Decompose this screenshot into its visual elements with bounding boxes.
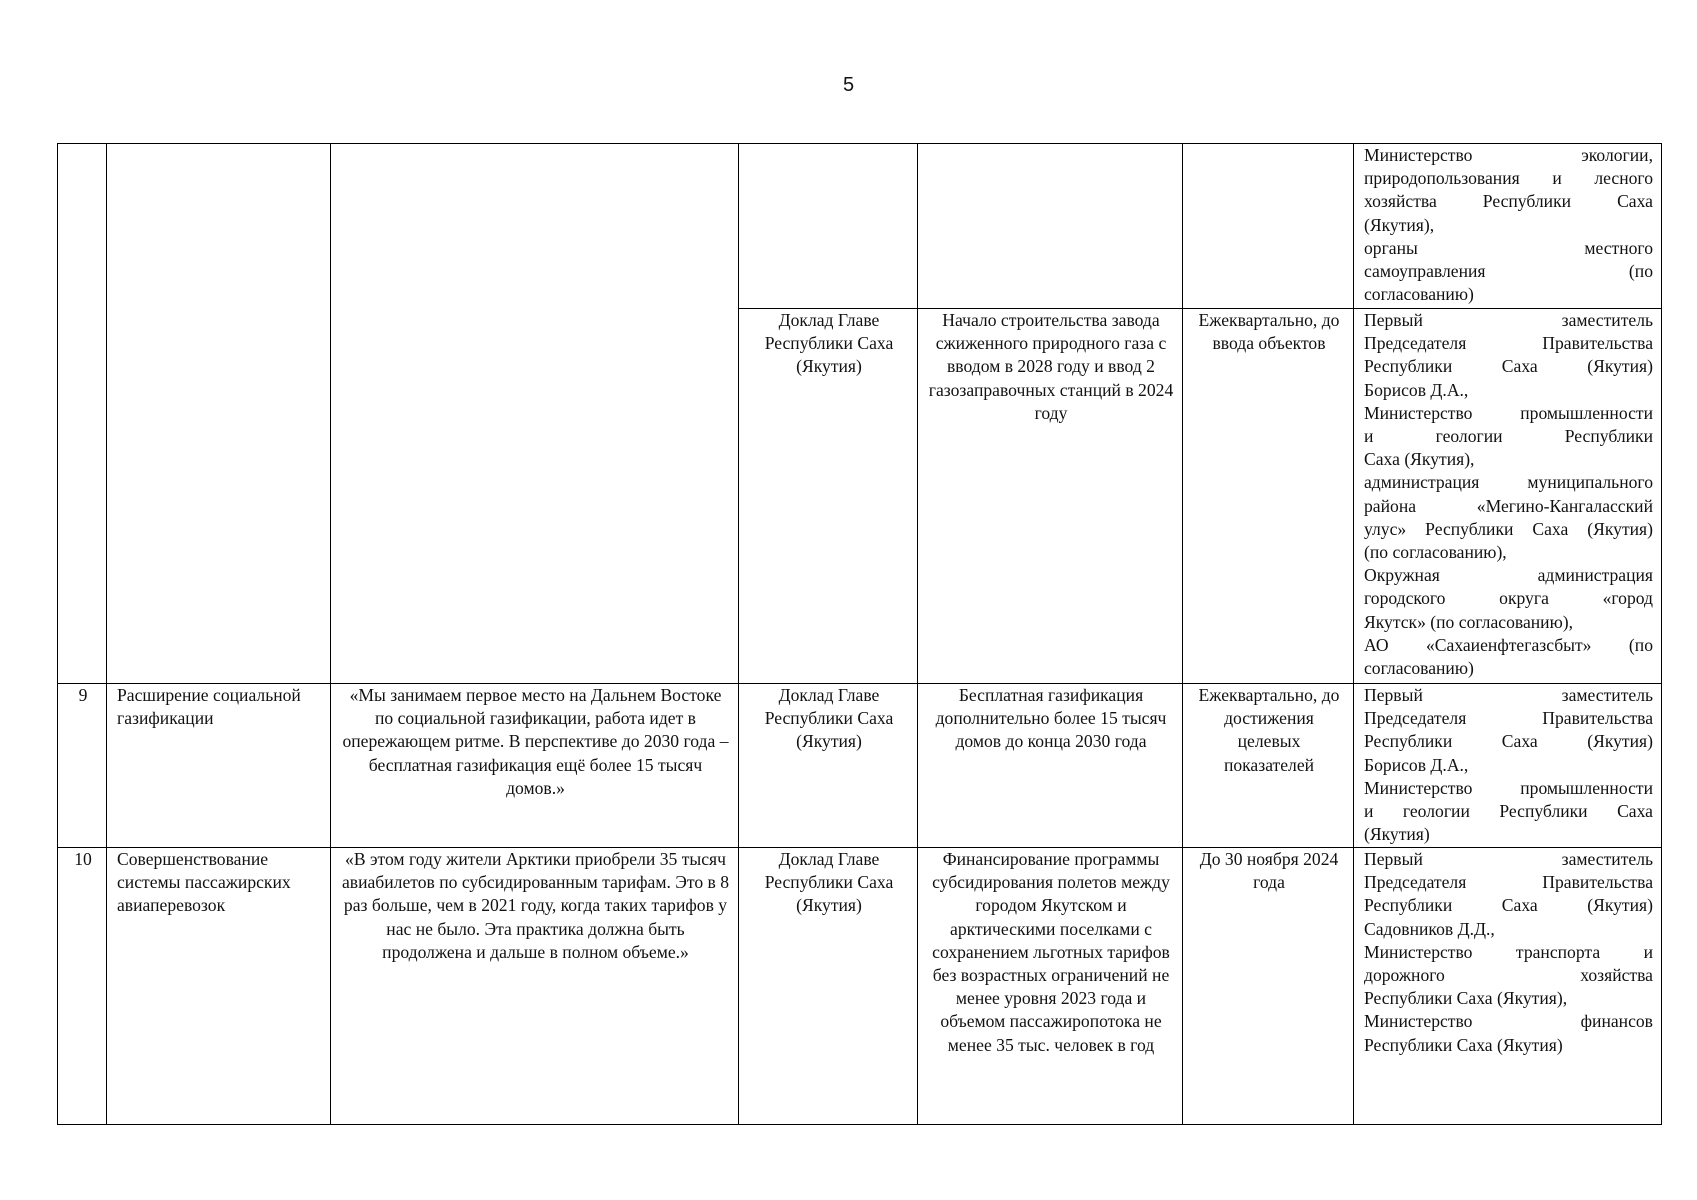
result-cell bbox=[918, 144, 1183, 309]
responsible-line: Министерство промышленности bbox=[1364, 777, 1653, 798]
responsible-line: самоуправления (по bbox=[1364, 261, 1653, 282]
responsible-line: Министерство экологии, bbox=[1364, 145, 1653, 165]
responsible-line: Республики Саха (Якутия) bbox=[1364, 356, 1653, 377]
responsible-line: Председателя Правительства bbox=[1364, 708, 1653, 729]
task-cell bbox=[107, 144, 331, 684]
responsible-line: городского округа «город bbox=[1364, 588, 1653, 609]
quote-cell: «Мы занимаем первое место на Дальнем Востоке по социальной газификации, работа идет в опережающем ритме. В перспективе до 2030 года – бесплатная газификация ещё более 15 тысяч домов.» bbox=[331, 684, 739, 848]
responsible-line: Первый заместитель bbox=[1364, 849, 1653, 869]
responsible-line: Республики Саха (Якутия) bbox=[1364, 731, 1653, 752]
responsible-line: Первый заместитель bbox=[1364, 685, 1653, 705]
responsible-line: Республики Саха (Якутия), bbox=[1364, 988, 1568, 1009]
responsible-line: Первый заместитель bbox=[1364, 310, 1653, 330]
responsible-line: органы местного bbox=[1364, 237, 1653, 258]
responsible-cell bbox=[1354, 848, 1662, 1125]
deadline-cell: До 30 ноября 2024 года bbox=[1183, 848, 1354, 1125]
report-form-cell bbox=[739, 144, 918, 309]
responsible-line: Борисов Д.А., bbox=[1364, 379, 1469, 400]
responsible-line: и геологии Республики Саха bbox=[1364, 801, 1653, 822]
responsible-line: АО «Сахаиенфтегазсбыт» (по bbox=[1364, 634, 1653, 655]
table-row bbox=[58, 684, 1662, 848]
quote-cell bbox=[331, 144, 739, 684]
responsible-cell bbox=[1354, 309, 1662, 684]
responsible-line: (Якутия), bbox=[1364, 214, 1435, 235]
responsible-line: Якутск» (по согласованию), bbox=[1364, 611, 1573, 632]
deadline-cell bbox=[1183, 144, 1354, 309]
action-plan-table bbox=[57, 143, 1662, 1125]
row-number-cell: 10 bbox=[58, 848, 107, 1125]
responsible-line: Министерство промышленности bbox=[1364, 402, 1653, 423]
responsible-line: района «Мегино-Кангаласский bbox=[1364, 495, 1653, 516]
responsible-line: хозяйства Республики Саха bbox=[1364, 191, 1653, 212]
result-cell: Бесплатная газификация дополнительно более 15 тысяч домов до конца 2030 года bbox=[918, 684, 1183, 848]
row-number-cell: 9 bbox=[58, 684, 107, 848]
table-row bbox=[58, 144, 1662, 309]
responsible-line: Саха (Якутия), bbox=[1364, 449, 1475, 470]
responsible-cell bbox=[1354, 684, 1662, 848]
responsible-line: Председателя Правительства bbox=[1364, 333, 1653, 354]
table-row bbox=[58, 848, 1662, 1125]
responsible-line: Республики Саха (Якутия) bbox=[1364, 895, 1653, 916]
report-form-cell: Доклад Главе Республики Саха (Якутия) bbox=[739, 309, 918, 684]
responsible-line: Садовников Д.Д., bbox=[1364, 918, 1495, 939]
responsible-line: Министерство транспорта и bbox=[1364, 941, 1653, 962]
quote-cell: «В этом году жители Арктики приобрели 35 тысяч авиабилетов по субсидированным тарифам. Это в 8 раз больше, чем в 2021 году, когда таких тарифов у нас не было. Эта практика должна быть продолжена и дальше в полном объеме.» bbox=[331, 848, 739, 1125]
result-cell: Финансирование программы субсидирования полетов между городом Якутском и арктическими поселками с сохранением льготных тарифов без возрастных ограничений не менее уровня 2023 года и объемом пассажиропотока не менее 35 тыс. человек в год bbox=[918, 848, 1183, 1125]
responsible-line: дорожного хозяйства bbox=[1364, 965, 1653, 986]
responsible-line: (по согласованию), bbox=[1364, 542, 1507, 563]
responsible-cell bbox=[1354, 144, 1662, 309]
responsible-line: согласованию) bbox=[1364, 658, 1474, 679]
responsible-line: Борисов Д.А., bbox=[1364, 754, 1469, 775]
responsible-line: улус» Республики Саха (Якутия) bbox=[1364, 518, 1653, 539]
responsible-line: (Якутия) bbox=[1364, 824, 1430, 845]
report-form-cell: Доклад Главе Республики Саха (Якутия) bbox=[739, 848, 918, 1125]
page-number: 5 bbox=[842, 74, 855, 96]
responsible-line: Республики Саха (Якутия) bbox=[1364, 1034, 1563, 1055]
responsible-line: и геологии Республики bbox=[1364, 426, 1653, 447]
responsible-line: Председателя Правительства bbox=[1364, 872, 1653, 893]
report-form-cell: Доклад Главе Республики Саха (Якутия) bbox=[739, 684, 918, 848]
deadline-cell: Ежеквартально, до достижения целевых показателей bbox=[1183, 684, 1354, 848]
result-cell: Начало строительства завода сжиженного природного газа с вводом в 2028 году и ввод 2 газозаправочных станций в 2024 году bbox=[918, 309, 1183, 684]
task-cell: Расширение социальной газификации bbox=[107, 684, 331, 848]
task-cell: Совершенствование системы пассажирских авиаперевозок bbox=[107, 848, 331, 1125]
responsible-line: природопользования и лесного bbox=[1364, 168, 1653, 189]
deadline-cell: Ежеквартально, до ввода объектов bbox=[1183, 309, 1354, 684]
responsible-line: Окружная администрация bbox=[1364, 565, 1653, 586]
responsible-line: Министерство финансов bbox=[1364, 1011, 1653, 1032]
row-number-cell bbox=[58, 144, 107, 684]
responsible-line: согласованию) bbox=[1364, 284, 1474, 305]
responsible-line: администрация муниципального bbox=[1364, 472, 1653, 493]
